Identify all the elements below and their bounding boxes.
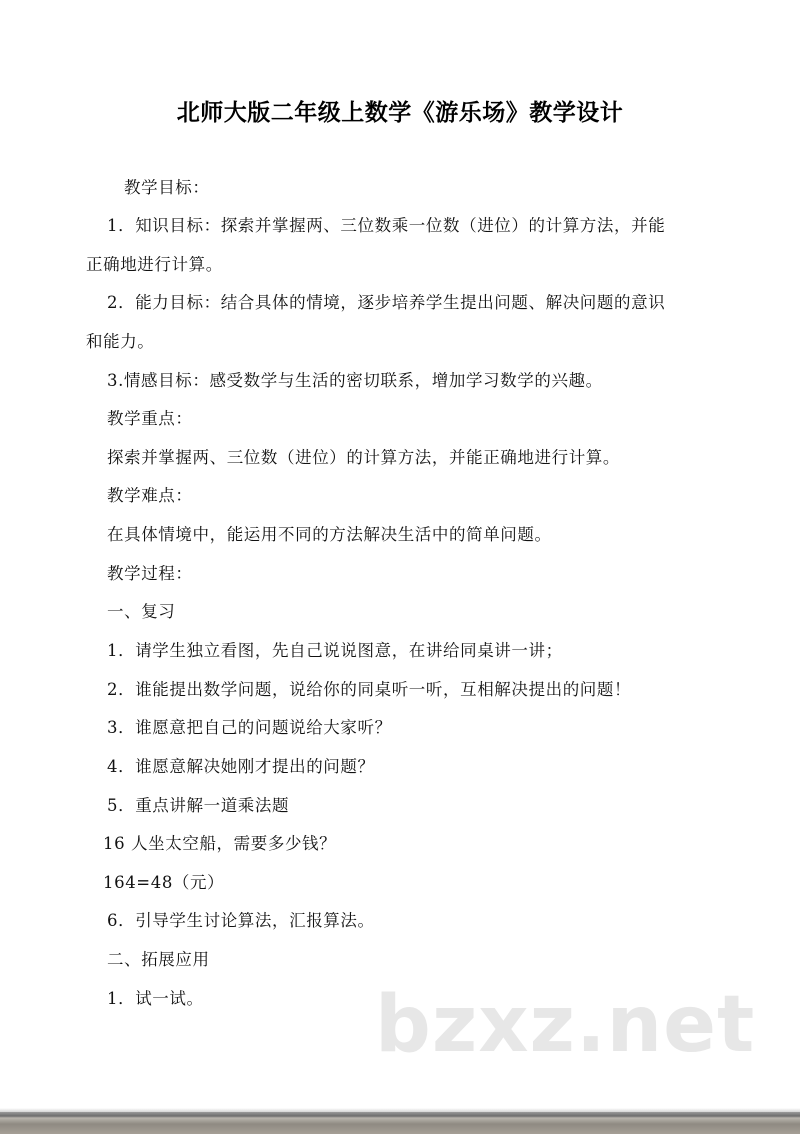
list-item: 3．谁愿意把自己的问题说给大家听？ [107, 718, 392, 737]
list-item: 4．谁愿意解决她刚才提出的问题？ [107, 757, 375, 776]
text-line: 1．知识目标：探索并掌握两、三位数乘一位数（进位）的计算方法，并能 [107, 216, 666, 235]
text-line: 正确地进行计算。 [86, 255, 223, 274]
section-heading: 一、复习 [107, 602, 176, 621]
text-line: 164=48（元） [103, 873, 225, 892]
text-line: 教学目标： [124, 178, 210, 197]
list-item: 6．引导学生讨论算法，汇报算法。 [107, 911, 375, 930]
document-title: 北师大版二年级上数学《游乐场》教学设计 [176, 100, 624, 126]
text-line: 在具体情境中，能运用不同的方法解决生活中的简单问题。 [107, 525, 552, 544]
section-heading: 教学过程： [107, 564, 193, 583]
text-line: 3.情感目标：感受数学与生活的密切联系，增加学习数学的兴趣。 [107, 371, 603, 390]
section-heading: 教学难点： [107, 486, 193, 505]
text-line: 16 人坐太空船，需要多少钱？ [103, 834, 337, 853]
section-heading: 二、拓展应用 [107, 950, 210, 969]
section-heading: 教学重点： [107, 409, 193, 428]
list-item: 1．试一试。 [107, 989, 204, 1008]
list-item: 2．谁能提出数学问题，说给你的同桌听一听，互相解决提出的问题！ [107, 680, 632, 699]
list-item: 1．请学生独立看图，先自己说说图意，在讲给同桌讲一讲； [107, 641, 563, 660]
watermark-text: bzxz.net [375, 980, 756, 1070]
list-item: 5．重点讲解一道乘法题 [107, 796, 290, 815]
page-bottom-edge [0, 1112, 800, 1134]
text-line: 2．能力目标：结合具体的情境，逐步培养学生提出问题、解决问题的意识 [107, 293, 666, 312]
text-line: 和能力。 [86, 332, 155, 351]
text-line: 探索并掌握两、三位数（进位）的计算方法，并能正确地进行计算。 [107, 448, 620, 467]
